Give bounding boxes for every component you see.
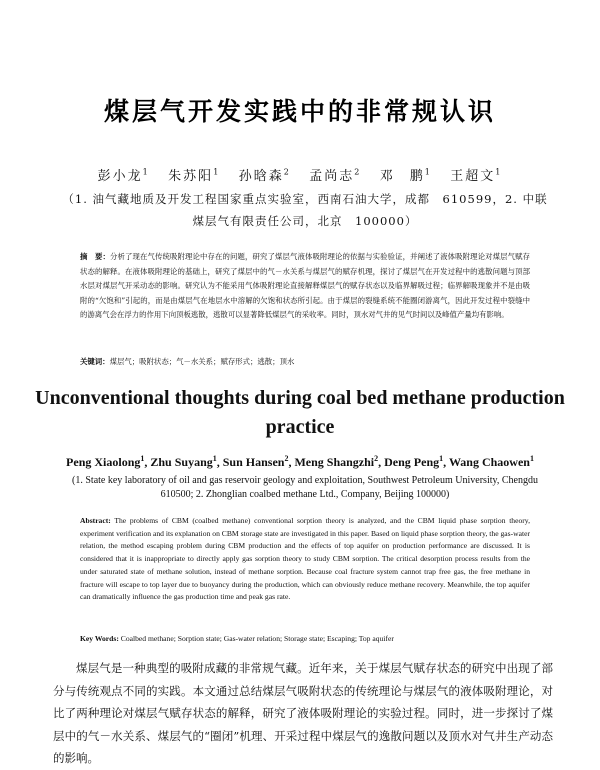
chinese-keywords-text: 煤层气；吸附状态；气－水关系；赋存形式；逃散；顶水 <box>109 357 295 366</box>
english-author: Zhu Suyang$^1$, <box>150 454 223 469</box>
chinese-author: 王超文$^1$ <box>450 167 503 184</box>
chinese-author: 彭小龙$^1$ <box>97 167 150 184</box>
chinese-authors <box>0 165 600 184</box>
chinese-keywords-label: 关键词： <box>80 357 110 366</box>
english-keywords <box>80 633 530 645</box>
english-author: Deng Peng$^1$, <box>384 454 449 469</box>
chinese-keywords <box>80 355 530 369</box>
chinese-author: 孙晗森$^2$ <box>238 167 291 184</box>
chinese-affiliation: （1. 油气藏地质及开发工程国家重点实验室，西南石油大学，成都 610599，2. 中联煤层气有限责任公司，北京 100000） <box>62 192 548 228</box>
english-abstract-label: Abstract: <box>80 516 111 525</box>
chinese-abstract <box>80 250 530 323</box>
english-authors <box>0 454 600 470</box>
chinese-title: 煤层气开发实践中的非常规认识 <box>103 97 496 126</box>
chinese-author: 孟尚志$^2$ <box>309 167 362 184</box>
english-author: Peng Xiaolong$^1$, <box>66 454 151 469</box>
chinese-abstract-text: 分析了现在气传统吸附理论中存在的问题，研究了煤层气液体吸附理论的依据与实验验证，并阐述了液体吸附理论对煤层气赋存状态的解释。在液体吸附理论的基础上，研究了煤层中的气－水关系与煤层气的赋存机理，探讨了煤层气在开发过程中的逃散问题与顶部水层对煤层气开采动态的影响。研究认为不能采用气体吸附理论直接解释煤层气的赋存状态以及临界解吸过程；临界解吸现象并不是由吸附的“欠饱和”引起的，而是由煤层气在地层水中溶解的欠饱和状态所引起。由于煤层的裂缝系统不能圈闭游离气，因此开发过程中裂缝中的游离气会在浮力的作用下向顶板逃散，逃散可以显著降低煤层气的采收率。同时，顶水对气井的见气时间以及峰值产量均有影响。 <box>80 252 530 319</box>
english-affiliation: (1. State key laboratory of oil and gas reservoir geology and exploitation, Southwest Petroleum University, Chengdu 610500; 2. Zhonglian coalbed methane Ltd., Company, Beijing 100000) <box>72 475 538 500</box>
english-abstract <box>80 515 530 604</box>
chinese-author: 邓 鹏$^1$ <box>379 167 432 184</box>
english-author: Wang Chaowen$^1$ <box>448 454 534 469</box>
english-abstract-text: The problems of CBM (coalbed methane) conventional sorption theory is analyzed, and the CBM liquid phase sorption theory, experiment verification and its explanation on CBM storage state are investigated in this paper. Based on liquid phase sorption theory, the gas-water relation, the method escaping problem during CBM production and the effects of top aquifer on production performance are discussed. It is considered that it is inappropriate to directly apply gas sorption theory to study CBM sorption. The critical desorption process results from the under saturated state of methane solution, instead of methane sorption. Because coal fracture system cannot trap free gas, the free methane in fracture will escape to top layer due to buoyancy during the production, which can obviously reduce methane recovery. Meanwhile, the top aquifer can dramatically influence the gas production time and peak gas rate. <box>80 516 531 602</box>
english-title <box>0 384 600 442</box>
english-title-text: Unconventional thoughts during coal bed methane production practice <box>35 387 565 438</box>
english-keywords-label: Key Words: <box>80 634 119 643</box>
chinese-author: 朱苏阳$^1$ <box>168 167 221 184</box>
english-author: Sun Hansen$^2$, <box>222 454 295 469</box>
english-keywords-text: Coalbed methane; Sorption state; Gas-water relation; Storage state; Escaping; Top aquifer <box>120 634 394 643</box>
english-author: Meng Shangzhi$^2$, <box>294 454 385 469</box>
body-paragraph: 煤层气是一种典型的吸附成藏的非常规气藏。近年来，关于煤层气赋存状态的研究中出现了部分与传统观点不同的实践。本文通过总结煤层气吸附状态的传统理论与煤层气的液体吸附理论，对比了两种理论对煤层气赋存状态的解释，研究了液体吸附理论的实验过程。同时，进一步探讨了煤层中的气－水关系、煤层气的“圈闭”机理、开采过程中煤层气的逸散问题以及顶水对气井生产动态的影响。 <box>53 661 553 765</box>
chinese-abstract-label: 摘 要： <box>80 252 111 261</box>
